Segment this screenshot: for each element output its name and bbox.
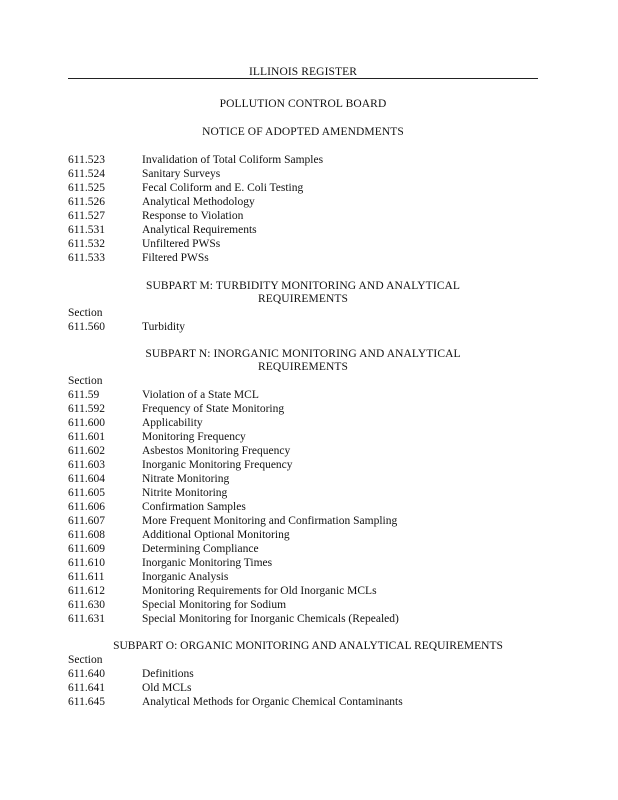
- section-label: Section: [68, 307, 103, 319]
- section-label: Section: [68, 654, 103, 666]
- subpart-m-heading-cont: REQUIREMENTS: [257, 293, 348, 305]
- register-title: ILLINOIS REGISTER: [248, 66, 358, 78]
- section-label: Section: [68, 375, 103, 387]
- subpart-o-heading: SUBPART O: ORGANIC MONITORING AND ANALYTICAL REQUIREMENTS: [113, 640, 503, 652]
- subpart-n-heading: SUBPART N: INORGANIC MONITORING AND ANALYTICAL: [145, 348, 461, 360]
- board-title: POLLUTION CONTROL BOARD: [219, 98, 387, 110]
- subpart-m-heading: SUBPART M: TURBIDITY MONITORING AND ANALYTICAL: [145, 280, 461, 292]
- header-rule: [68, 78, 538, 79]
- document-page: ILLINOIS REGISTER POLLUTION CONTROL BOARD NOTICE OF ADOPTED AMENDMENTS 611.523 Invalidation of Total Coliform Samples 611.524 Sanitary Surveys 611.525 Fecal Coliform and E. Coli Testing 611.526 Analytical Methodology 611.527 Response to Violation 611.531 Analytical Requirements 611.532 Unfiltered PWSs 611.533 Filtered PWSs SUBPART M: TURBIDITY MONITORING AND ANALYTICAL REQUIREMENTS Section 611.560 Turbidity SUBPART N: INORGANIC MONITORING AND ANALYTICAL REQUIREMENTS Section 611.59 Violation of a State MCL 611.592 Frequency of State Monitoring 611.600 Applicability 611.601 Monitoring Frequency 611.602 Asbestos Monitoring Frequency 611.603 Inorganic Monitoring Frequency 611.604 Nitrate Monitoring 611.605 Nitrite Monitoring 611.606 Confirmation Samples 611.607 More Frequent Monitoring and Confirmation Sampling 611.608 Additional Optional Monitoring 611.609 Determining Compliance 611.610 Inorganic Monitoring Times 611.611 Inorganic Analysis 611.612 Monitoring Requirements for Old Inorganic MCLs 611.630 Special Monitoring for Sodium 611.631 Special Monitoring for Inorganic Chemicals (Repealed) SUBPART O: ORGANIC MONITORING AND ANALYTICAL REQUIREMENTS Section 611.640 Definitions 611.641 Old MCLs 611.645 Analytical Methods for Organic Chemical Contaminants: [0, 0, 618, 800]
- notice-title: NOTICE OF ADOPTED AMENDMENTS: [202, 126, 404, 138]
- subpart-n-heading-cont: REQUIREMENTS: [257, 361, 348, 373]
